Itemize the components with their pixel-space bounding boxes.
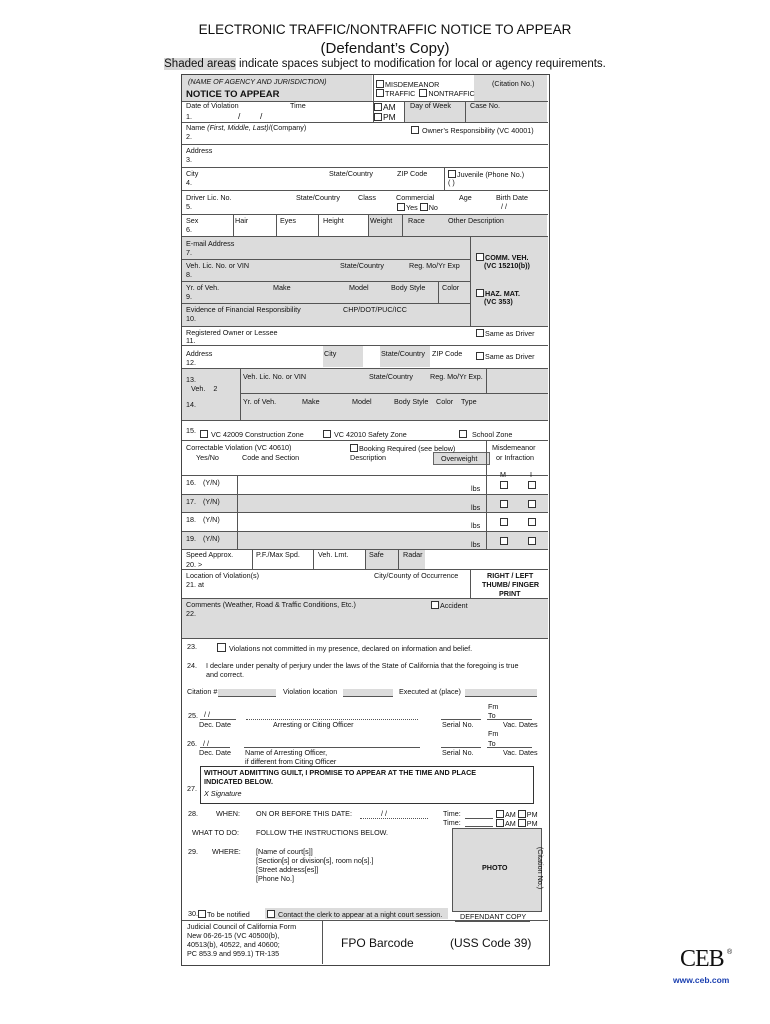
safety-zone-option[interactable]: [323, 430, 407, 439]
city-label: City: [186, 169, 199, 178]
on-or-before-label: ON OR BEFORE THIS DATE:: [256, 809, 352, 818]
date-slash-2: /: [260, 111, 263, 121]
executed-at-label: Executed at (place): [399, 687, 461, 696]
speed-approx-label: Speed Approx.: [186, 550, 234, 559]
haz-mat-vc: (VC 353): [484, 297, 513, 306]
nontraffic-checkbox[interactable]: [419, 89, 427, 97]
contact-clerk-checkbox[interactable]: [267, 910, 275, 918]
to-label-25: To: [488, 711, 496, 720]
evidence-label: Evidence of Financial Responsibility: [186, 305, 301, 314]
to-label-26: To: [488, 739, 496, 748]
violation-row-16-yn: (Y/N): [203, 478, 220, 487]
row-8-number: 8.: [186, 270, 192, 279]
time-label-1: Time:: [443, 809, 461, 818]
violation-row-19-lbs: lbs: [471, 540, 481, 549]
reg-exp2-label: Reg. Mo/Yr Exp.: [430, 372, 483, 381]
violation-row-18-i-checkbox[interactable]: [528, 518, 536, 526]
no-label: No: [428, 203, 438, 212]
misdemeanor-option[interactable]: [376, 80, 439, 89]
date-violation-label: Date of Violation: [186, 101, 239, 110]
footer-line-2: New 06-26-15 (VC 40500(b),: [187, 931, 280, 940]
violation-row-18-yn: (Y/N): [203, 515, 220, 524]
haz-mat-label: HAZ. MAT.: [485, 289, 520, 298]
row-28-number: 28.: [188, 809, 198, 818]
name-label-italic: (First, Middle, Last): [207, 123, 269, 132]
construction-zone-checkbox[interactable]: [200, 430, 208, 438]
booking-required-checkbox[interactable]: [350, 444, 358, 452]
zip-label: ZIP Code: [397, 169, 428, 178]
appear-am-label-1: AM: [505, 810, 516, 819]
not-committed-checkbox[interactable]: [217, 643, 226, 652]
footer-line-1: Judicial Council of California Form: [187, 922, 297, 931]
body-style2-label: Body Style: [394, 397, 429, 406]
contact-clerk-label: Contact the clerk to appear at a night court session.: [278, 910, 443, 919]
row-3-number: 3.: [186, 155, 192, 164]
school-zone-checkbox[interactable]: [459, 430, 467, 438]
date-slash-1: /: [238, 111, 241, 121]
juvenile-option[interactable]: [448, 170, 524, 179]
violation-row-16-m-checkbox[interactable]: [500, 481, 508, 489]
race-label: Race: [408, 216, 425, 225]
serial-no-label-26: Serial No.: [442, 748, 474, 757]
same-as-driver-checkbox-1[interactable]: [476, 329, 484, 337]
vac-dates-label-26: Vac. Dates: [503, 748, 538, 757]
safe-label: Safe: [369, 550, 384, 559]
weight-label: Weight: [370, 216, 393, 225]
violation-row-18-lbs: lbs: [471, 521, 481, 530]
accident-option[interactable]: [431, 601, 468, 610]
violation-row-16-lbs: lbs: [471, 484, 481, 493]
violation-row-18-number: 18.: [186, 515, 196, 524]
overweight-label: Overweight: [441, 454, 478, 463]
color-label: Color: [442, 283, 460, 292]
pm-label: PM: [383, 112, 396, 122]
other-description-label: Other Description: [448, 216, 504, 225]
color2-label: Color: [436, 397, 454, 406]
chp-label: CHP/DOT/PUC/ICC: [343, 305, 407, 314]
violation-row-19-number: 19.: [186, 534, 196, 543]
nontraffic-label: NONTRAFFIC: [428, 89, 475, 98]
row-29-number: 29.: [188, 847, 198, 856]
height-label: Height: [323, 216, 344, 225]
school-zone-label: School Zone: [472, 430, 513, 439]
booking-required-label: Booking Required (see below): [359, 444, 456, 453]
violation-location-field[interactable]: [343, 689, 393, 697]
row-13-number: 13.: [186, 375, 196, 384]
court-address: [Street address[es]]: [256, 865, 319, 874]
pf-max-label: P.F./Max Spd.: [256, 550, 300, 559]
contact-clerk-option[interactable]: [267, 910, 442, 919]
school-zone-option[interactable]: [459, 430, 512, 439]
misdemeanor-col-label: Misdemeanor: [492, 443, 536, 452]
accident-checkbox[interactable]: [431, 601, 439, 609]
footer-line-4: PC 853.9 and 959.1) TR-135: [187, 949, 280, 958]
violation-row-16-i-checkbox[interactable]: [528, 481, 536, 489]
row-11-number: 11.: [186, 336, 196, 345]
what-to-do-label: WHAT TO DO:: [192, 828, 239, 837]
juvenile-phone: ( ): [448, 178, 455, 187]
dec-date-label-26: Dec. Date: [199, 748, 231, 757]
citation-hash-label: Citation #: [187, 687, 218, 696]
type-label: Type: [461, 397, 477, 406]
veh-lic-label: Veh. Lic. No. or VIN: [186, 261, 250, 270]
construction-zone-option[interactable]: [200, 430, 304, 439]
same-as-driver-option-1[interactable]: [476, 329, 535, 338]
comm-veh-vc: (VC 15210(b)): [484, 261, 530, 270]
age-label: Age: [459, 193, 472, 202]
case-no-label: Case No.: [470, 101, 500, 110]
ceb-logo: CEB: [680, 946, 724, 972]
row-30-number: 30.: [188, 909, 198, 918]
veh-lic2-label: Veh. Lic. No. or VIN: [243, 372, 307, 381]
name-arresting-label: Name of Arresting Officer,: [245, 748, 328, 757]
court-section: [Section[s] or division[s], room no[s].]: [256, 856, 374, 865]
signature-label: X Signature: [204, 789, 242, 798]
veh-label: Veh.: [191, 384, 206, 393]
same-as-driver-label-2: Same as Driver: [485, 352, 535, 361]
row-26-number: 26.: [187, 739, 197, 748]
pm-checkbox[interactable]: [374, 113, 382, 121]
construction-zone-label: VC 42009 Construction Zone: [211, 430, 304, 439]
time-label-2: Time:: [443, 818, 461, 827]
citation-no-label: (Citation No.): [492, 79, 535, 88]
arresting-officer-label: Arresting or Citing Officer: [273, 720, 354, 729]
day-of-week-label: Day of Week: [410, 101, 452, 110]
row-4-number: 4.: [186, 178, 192, 187]
comm-veh-label: COMM. VEH.: [485, 253, 529, 262]
row-27-number: 27.: [187, 784, 197, 793]
yes-no-label: Yes/No: [196, 453, 219, 462]
am-pm-option-1[interactable]: [496, 810, 538, 819]
vac-dates-label-25: Vac. Dates: [503, 720, 538, 729]
violation-row-16-number: 16.: [186, 478, 196, 487]
ceb-registered-mark: ®: [727, 949, 733, 956]
location-label: Location of Violation(s): [186, 571, 259, 580]
court-name: [Name of court[s]]: [256, 847, 313, 856]
citation-no-vertical: (Citation No.): [536, 846, 545, 890]
to-be-notified-label: To be notified: [207, 910, 250, 919]
name-label: [186, 124, 306, 132]
appear-pm-label-2: PM: [526, 819, 538, 828]
commercial-label: Commercial: [396, 193, 435, 202]
vehicle2-shade: [182, 368, 548, 420]
violation-row-19-yn: (Y/N): [203, 534, 220, 543]
juvenile-checkbox[interactable]: [448, 170, 456, 178]
same-as-driver-checkbox-2[interactable]: [476, 352, 484, 360]
veh-state-label: State/Country: [340, 261, 384, 270]
when-label: WHEN:: [216, 809, 240, 818]
row-15-number: 15.: [186, 426, 196, 435]
form-subtitle: (Defendant’s Copy): [320, 40, 450, 57]
row-5-number: 5.: [186, 202, 192, 211]
thumb-label-2: THUMB/ FINGER: [482, 580, 540, 589]
booking-required-option[interactable]: [350, 444, 455, 453]
photo-label: PHOTO: [482, 863, 508, 872]
appear-pm-checkbox-2[interactable]: [518, 819, 526, 827]
misdemeanor-checkbox[interactable]: [376, 80, 384, 88]
thumb-label-3: PRINT: [499, 589, 521, 598]
safety-zone-checkbox[interactable]: [323, 430, 331, 438]
email-label: E-mail Address: [186, 239, 235, 248]
model-label: Model: [349, 283, 369, 292]
row-20-number: 20. >: [186, 560, 203, 569]
am-checkbox[interactable]: [374, 103, 382, 111]
correctable-label: Correctable Violation (VC 40610): [186, 443, 292, 452]
row-14-number: 14.: [186, 400, 196, 409]
commercial-yes-no[interactable]: [397, 203, 438, 212]
zip2-label: ZIP Code: [432, 349, 463, 358]
juvenile-label: Juvenile (Phone No.): [457, 170, 525, 179]
serial-no-label-25: Serial No.: [442, 720, 474, 729]
citation-hash-field[interactable]: [218, 689, 276, 697]
if-different-label: if different from Citing Officer: [245, 757, 337, 766]
where-label: WHERE:: [212, 847, 241, 856]
follow-instructions-label: FOLLOW THE INSTRUCTIONS BELOW.: [256, 828, 389, 837]
traffic-checkbox[interactable]: [376, 89, 384, 97]
perjury-line-2: and correct.: [206, 670, 244, 679]
commercial-no-checkbox[interactable]: [420, 203, 428, 211]
am-pm-option-2[interactable]: [496, 819, 538, 828]
infraction-col-label: or Infraction: [496, 453, 534, 462]
comm-veh-checkbox[interactable]: [476, 253, 484, 261]
agency-label: (NAME OF AGENCY AND JURISDICTION): [188, 77, 327, 86]
violation-row-17-m-checkbox[interactable]: [500, 500, 508, 508]
traffic-option[interactable]: [376, 89, 475, 98]
misdemeanor-label: MISDEMEANOR: [385, 80, 440, 89]
violation-row-17-number: 17.: [186, 497, 196, 506]
city-county-label: City/County of Occurrence: [374, 571, 459, 580]
traffic-label: TRAFFIC: [385, 89, 416, 98]
to-be-notified-option[interactable]: [198, 910, 250, 919]
promise-text-1: WITHOUT ADMITTING GUILT, I PROMISE TO APPEAR AT THE TIME AND PLACE: [204, 768, 477, 777]
shaded-note-text: indicate spaces subject to modification for local or agency requirements.: [235, 58, 606, 70]
pm-option[interactable]: [374, 113, 396, 122]
same-as-driver-option-2[interactable]: [476, 352, 535, 361]
row-6-number: 6.: [186, 225, 192, 234]
owners-responsibility-option[interactable]: [411, 126, 534, 135]
address-label: Address: [186, 146, 213, 155]
reg-exp-label: Reg. Mo/Yr Exp: [409, 261, 460, 270]
am-label: AM: [383, 102, 396, 112]
birth-date-label: Birth Date: [496, 193, 528, 202]
row-22-number: 22.: [186, 609, 196, 618]
veh-two: 2: [213, 384, 218, 393]
row-25-number: 25.: [188, 711, 198, 720]
violation-location-label: Violation location: [283, 687, 338, 696]
appear-date-slashes: / /: [381, 809, 387, 818]
row-7-number: 7.: [186, 248, 192, 257]
hair-label: Hair: [235, 216, 249, 225]
row-2-number: 2.: [186, 132, 192, 141]
registered-owner-label: Registered Owner or Lessee: [186, 328, 278, 337]
violation-row-18-m-checkbox[interactable]: [500, 518, 508, 526]
yes-label: Yes: [406, 203, 418, 212]
am-option[interactable]: [374, 103, 396, 112]
commercial-yes-checkbox[interactable]: [397, 203, 405, 211]
owners-responsibility-checkbox[interactable]: [411, 126, 419, 134]
defendant-copy-label: DEFENDANT COPY: [460, 912, 527, 921]
court-phone: [Phone No.]: [256, 874, 294, 883]
row-12-number: 12.: [186, 358, 196, 367]
violation-row-19-m-checkbox[interactable]: [500, 537, 508, 545]
violation-row-17-i-checkbox[interactable]: [528, 500, 536, 508]
driver-lic-label: Driver Lic. No.: [186, 193, 232, 202]
shaded-note: [0, 58, 770, 70]
to-be-notified-checkbox[interactable]: [198, 910, 206, 918]
appear-am-label-2: AM: [505, 819, 516, 828]
row-24-number: 24.: [187, 661, 197, 670]
eyes-label: Eyes: [280, 216, 296, 225]
yr-veh2-label: Yr. of Veh.: [243, 397, 277, 406]
name-label-suffix: /(Company): [268, 123, 307, 132]
appear-pm-label-1: PM: [526, 810, 538, 819]
row-21-number: 21. at: [186, 580, 204, 589]
yr-veh-label: Yr. of Veh.: [186, 283, 220, 292]
appear-am-checkbox-2[interactable]: [496, 819, 504, 827]
row-1-number: 1.: [186, 112, 192, 121]
row-9-number: 9.: [186, 292, 192, 301]
dec-date-slashes-25: / /: [204, 710, 210, 719]
not-committed-label: Violations not committed in my presence, declared on information and belief.: [229, 644, 473, 653]
body-style-label: Body Style: [391, 283, 426, 292]
sex-label: Sex: [186, 216, 199, 225]
safety-zone-label: VC 42010 Safety Zone: [334, 430, 407, 439]
make-label: Make: [273, 283, 291, 292]
driver-state-label: State/Country: [296, 193, 340, 202]
owners-responsibility-label: Owner’s Responsibility (VC 40001): [422, 126, 534, 135]
fpo-barcode-label: FPO Barcode: [341, 936, 414, 950]
state-country2-label: State/Country: [381, 349, 425, 358]
ceb-url-link[interactable]: www.ceb.com: [673, 975, 730, 985]
row-10-number: 10.: [186, 314, 196, 323]
thumb-label-1: RIGHT / LEFT: [487, 571, 534, 580]
veh-2-label: [191, 385, 217, 393]
time-label: Time: [290, 101, 306, 110]
not-committed-option[interactable]: [217, 643, 472, 653]
perjury-line-1: I declare under penalty of perjury under the laws of the State of California that the foregoing is true: [206, 661, 519, 670]
city2-label: City: [324, 349, 337, 358]
fm-label-26: Fm: [488, 729, 499, 738]
i-col-label: I: [530, 470, 532, 479]
address2-label: Address: [186, 349, 213, 358]
name-label-prefix: Name: [186, 123, 208, 132]
violation-row-17-lbs: lbs: [471, 503, 481, 512]
dec-date-label-25: Dec. Date: [199, 720, 231, 729]
dec-date-slashes-26: / /: [203, 739, 209, 748]
executed-at-field[interactable]: [465, 689, 537, 697]
accident-label: Accident: [440, 601, 468, 610]
veh-state2-label: State/Country: [369, 372, 413, 381]
class-label: Class: [358, 193, 376, 202]
radar-label: Radar: [403, 550, 423, 559]
uss-code-label: (USS Code 39): [450, 936, 532, 950]
violation-row-17-yn: (Y/N): [203, 497, 220, 506]
fm-label-25: Fm: [488, 702, 499, 711]
m-col-label: M: [500, 470, 506, 479]
model2-label: Model: [352, 397, 372, 406]
shaded-areas-label: Shaded areas: [164, 58, 236, 70]
veh-lmt-label: Veh. Lmt.: [318, 550, 349, 559]
notice-to-appear-heading: NOTICE TO APPEAR: [186, 89, 280, 100]
appear-am-checkbox-1[interactable]: [496, 810, 504, 818]
promise-text-2: INDICATED BELOW.: [204, 777, 273, 786]
comments-label: Comments (Weather, Road & Traffic Conditions, Etc.): [186, 600, 356, 609]
birth-date-slashes: / /: [501, 202, 507, 211]
description-label: Description: [350, 453, 386, 462]
row-23-number: 23.: [187, 642, 197, 651]
form-title: ELECTRONIC TRAFFIC/NONTRAFFIC NOTICE TO APPEAR: [198, 22, 572, 37]
state-country-label: State/Country: [329, 169, 373, 178]
haz-mat-checkbox[interactable]: [476, 289, 484, 297]
code-section-label: Code and Section: [242, 453, 300, 462]
appear-pm-checkbox-1[interactable]: [518, 810, 526, 818]
same-as-driver-label-1: Same as Driver: [485, 329, 535, 338]
footer-line-3: 40513(b), 40522, and 40600;: [187, 940, 280, 949]
make2-label: Make: [302, 397, 320, 406]
violation-row-19-i-checkbox[interactable]: [528, 537, 536, 545]
